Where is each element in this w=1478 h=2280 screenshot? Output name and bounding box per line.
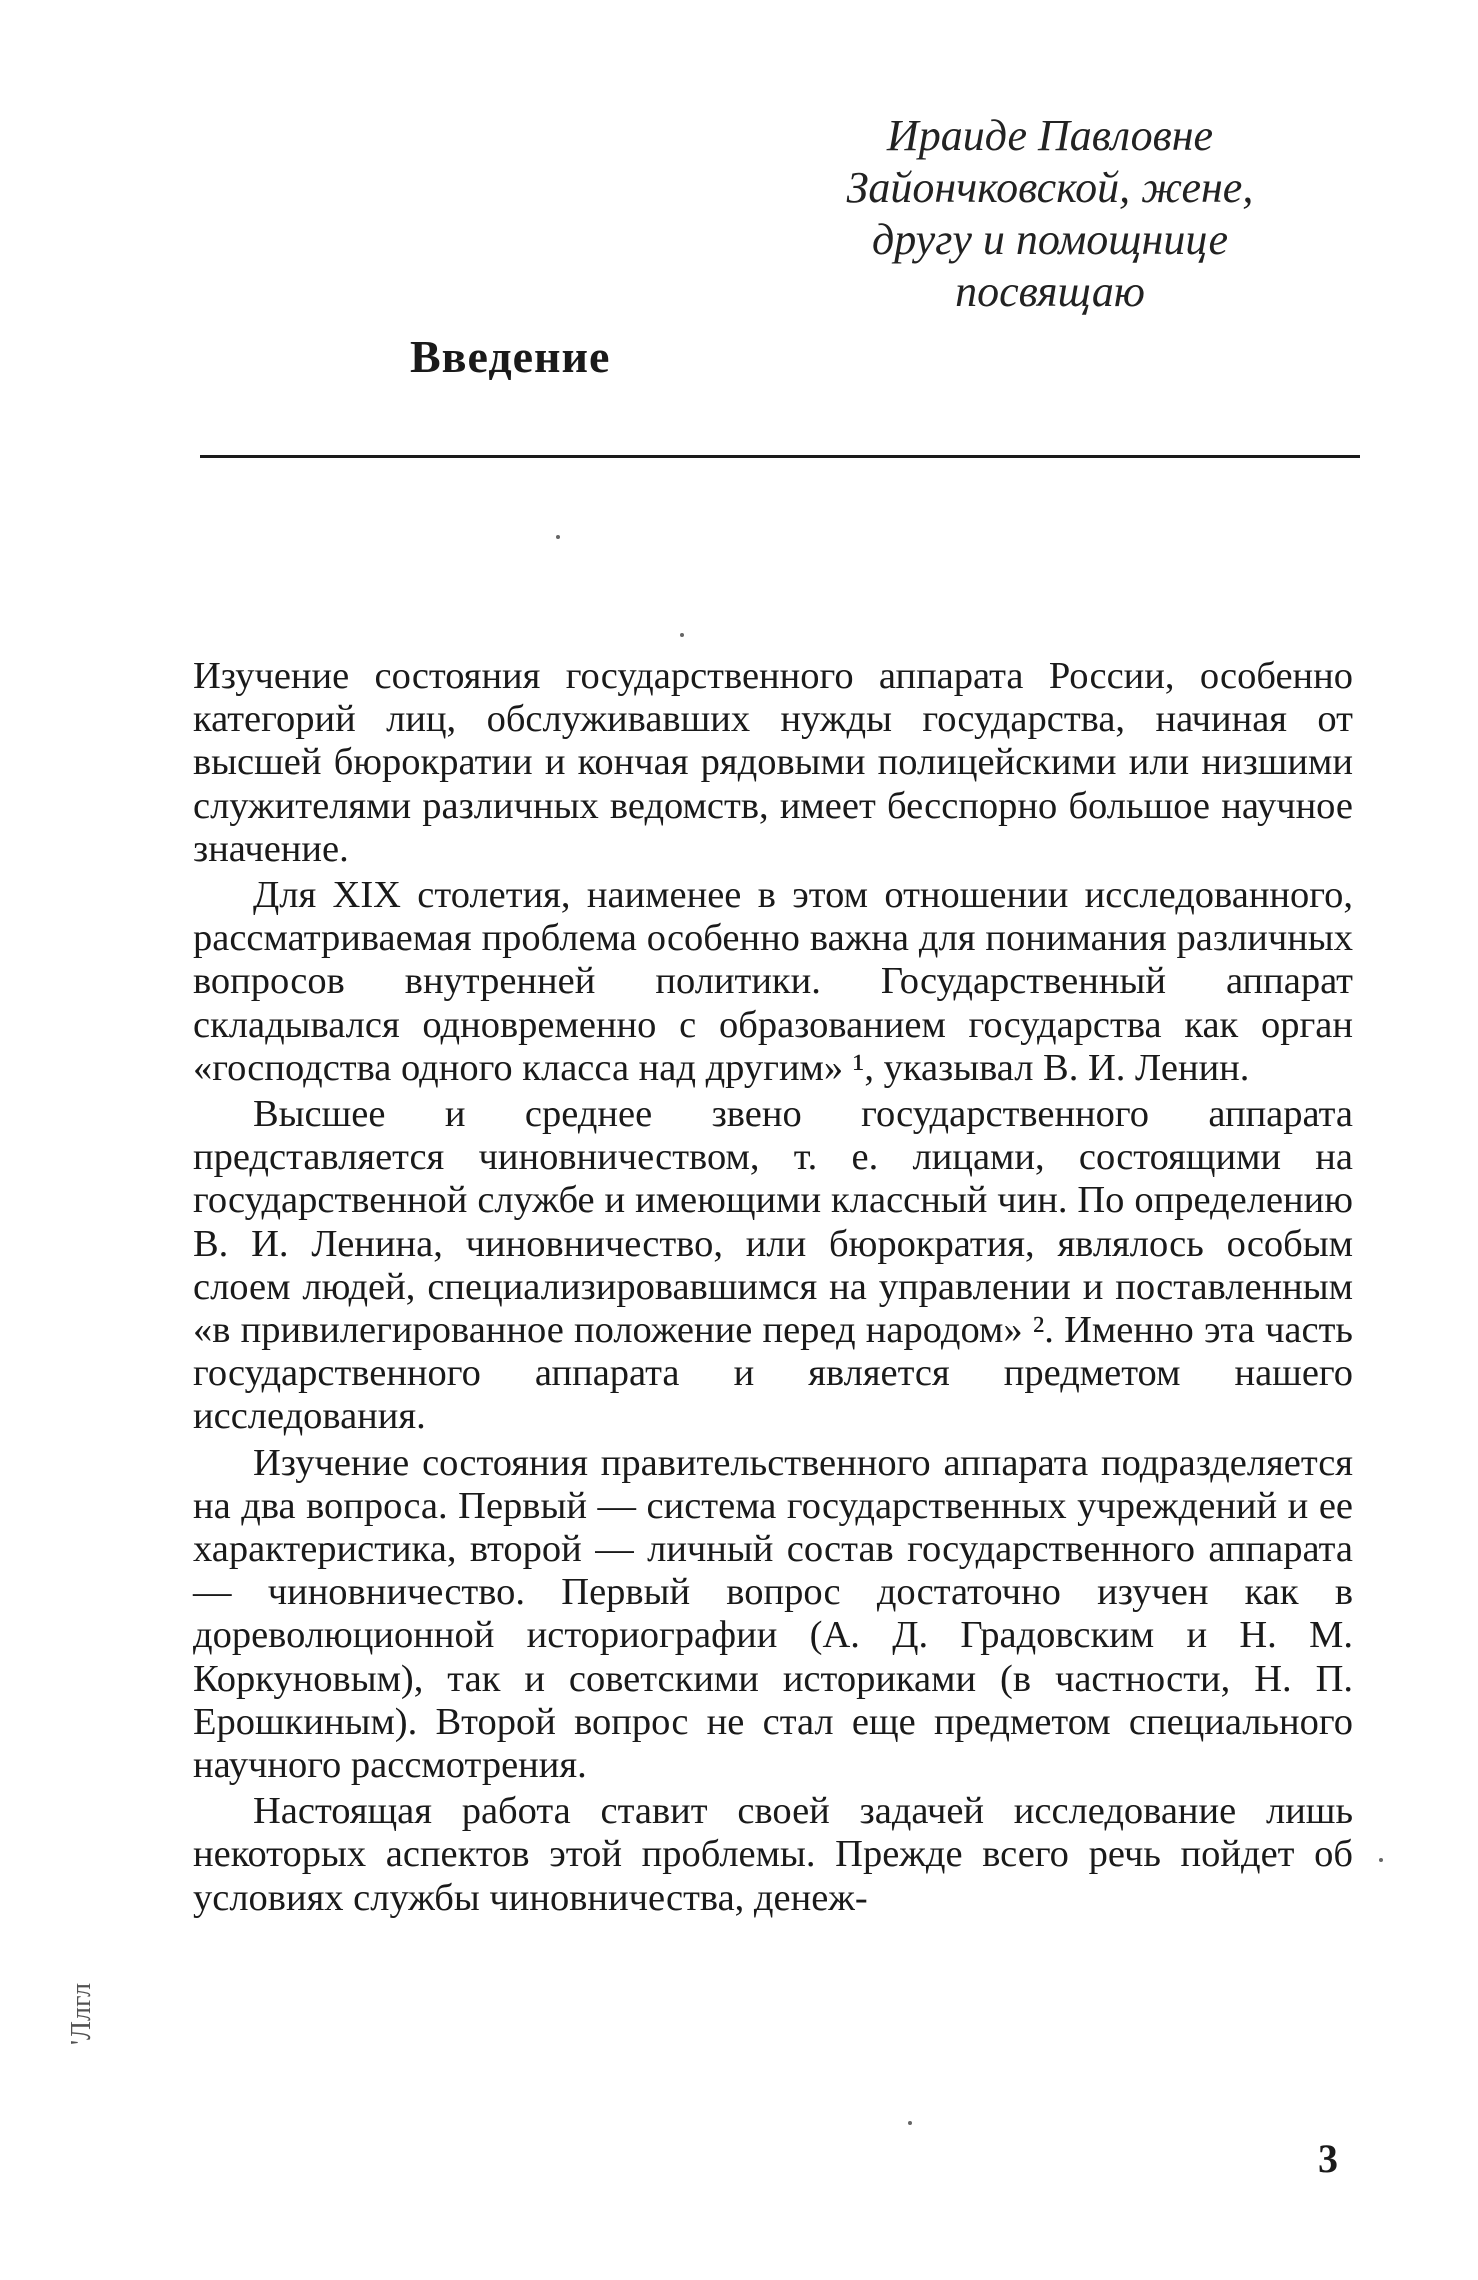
dedication-line: посвящаю [955, 267, 1145, 316]
paragraph: Настоящая работа ставит своей задачей исследование лишь некоторых аспектов этой проблемы. Прежде всего речь пойдет об условиях службы чиновничества, денеж- [193, 1790, 1353, 1919]
scan-speck [1379, 1858, 1383, 1862]
dedication-line: Зайончковской, жене, [846, 163, 1254, 212]
scan-speck [556, 535, 560, 539]
scan-speck [908, 2121, 912, 2125]
title-divider [200, 455, 1360, 458]
scan-speck [680, 633, 684, 637]
dedication-line: другу и помощнице [872, 215, 1228, 264]
body-text [193, 655, 1353, 1923]
page-number: 3 [1318, 2136, 1338, 2181]
chapter-title: Введение [410, 331, 611, 382]
margin-scan-mark: 'Ллгл [66, 1982, 97, 2045]
paragraph: Высшее и среднее звено государственного аппарата представляется чиновничеством, т. е. лицами, состоящими на государственной службе и имеющими классный чин. По определению В. И. Ленина, чиновничество, или бюрократия, являлось особым слоем людей, специализировавшимся на управлении и поставленным «в привилегированное положение перед народом» ². Именно эта часть государственного аппарата и является предметом нашего исследования. [193, 1093, 1353, 1438]
paragraph: Для XIX столетия, наименее в этом отношении исследованного, рассматриваемая проблема особенно важна для понимания различных вопросов внутренней политики. Государственный аппарат складывался одновременно с образованием государства как орган «господства одного класса над другим» ¹, указывал В. И. Ленин. [193, 874, 1353, 1089]
paragraph: Изучение состояния правительственного аппарата подразделяется на два вопроса. Первый — система государственных учреждений и ее характеристика, второй — личный состав государственного аппарата — чиновничество. Первый вопрос достаточно изучен как в дореволюционной историографии (А. Д. Градовским и Н. М. Коркуновым), так и советскими историками (в частности, Н. П. Ерошкиным). Второй вопрос не стал еще предметом специального научного рассмотрения. [193, 1441, 1353, 1787]
dedication [750, 110, 1350, 318]
paragraph: Изучение состояния государственного аппарата России, особенно категорий лиц, обслуживавших нужды государства, начиная от высшей бюрократии и кончая рядовыми полицейскими или низшими служителями различных ведомств, имеет бесспорно большое научное значение. [193, 655, 1353, 870]
dedication-line: Ираиде Павловне [886, 111, 1214, 160]
